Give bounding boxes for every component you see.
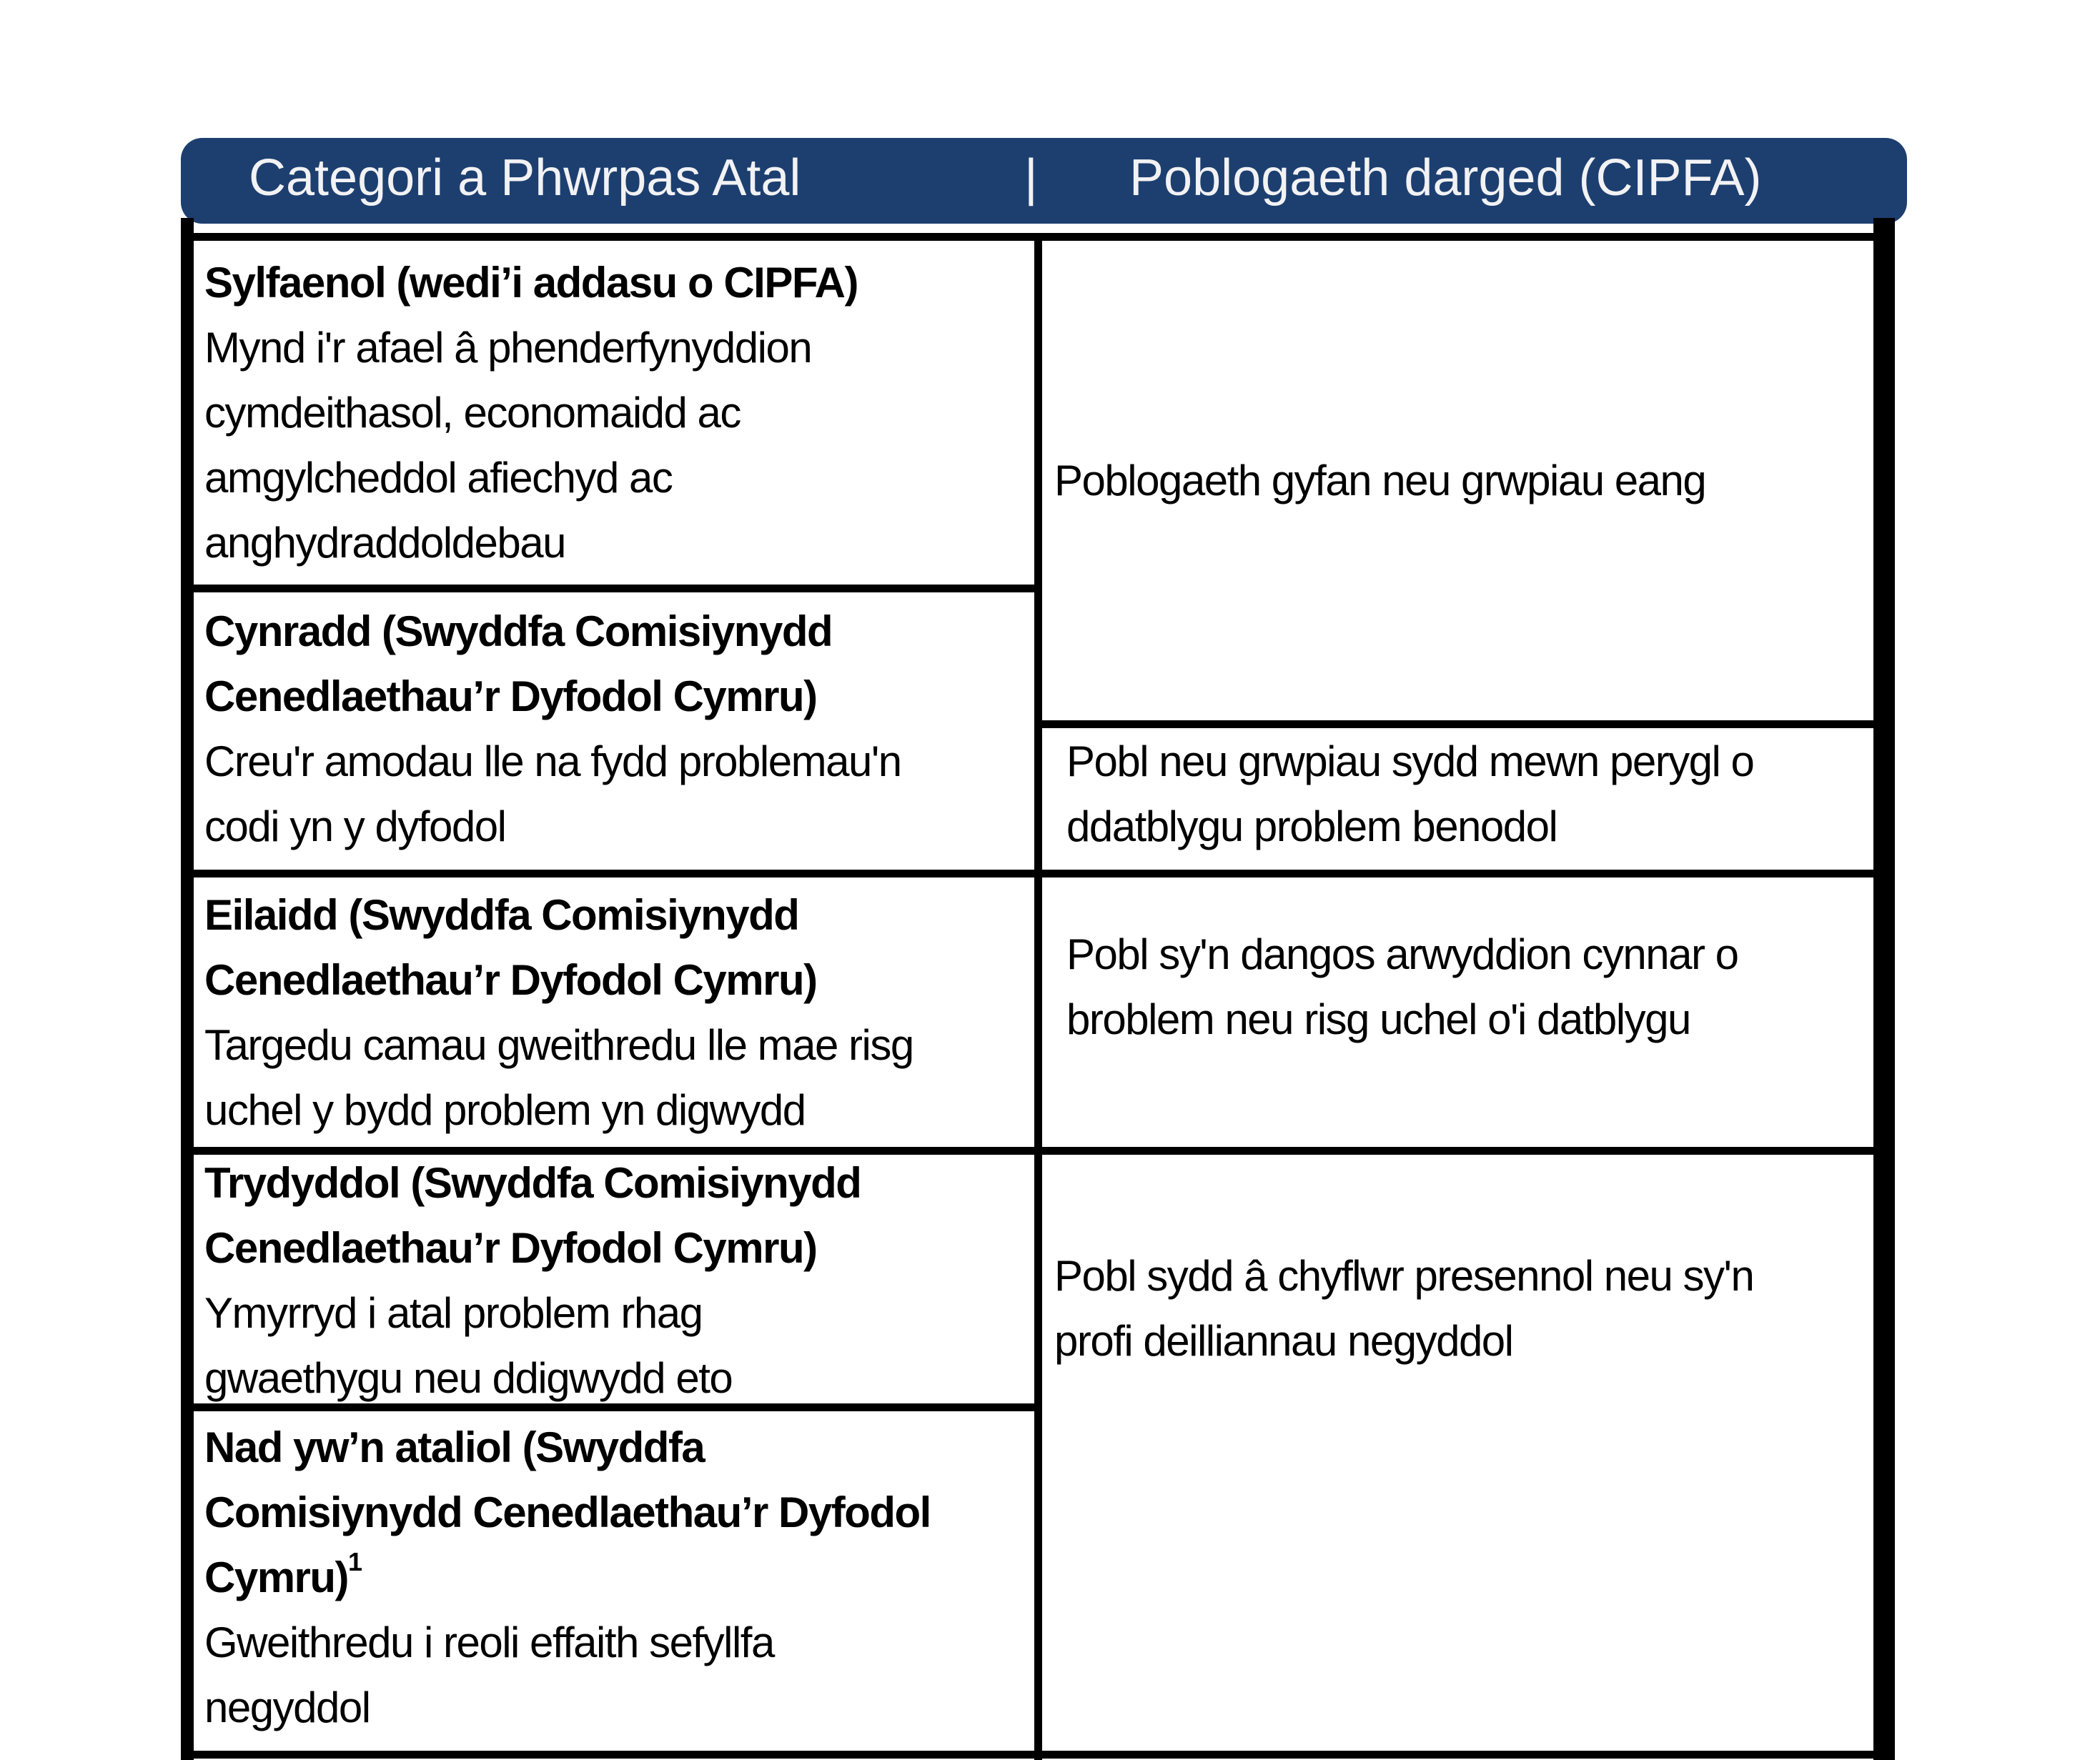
category-title: Comisiynydd Cenedlaethau’r Dyfodol	[204, 1488, 931, 1536]
row-divider-left-1	[194, 585, 1034, 592]
category-title: Sylfaenol (wedi’i addasu o CIPFA)	[204, 259, 858, 307]
target-description: Pobl sydd â chyflwr presennol neu sy'n	[1054, 1252, 1754, 1300]
category-description: uchel y bydd problem yn digwydd	[204, 1086, 806, 1134]
category-title-last-line: Cymru)$^1$	[204, 1547, 362, 1601]
column-divider	[1034, 236, 1042, 1760]
category-description: Gweithredu i reoli effaith sefyllfa	[204, 1619, 774, 1666]
row-divider-right-1	[1042, 720, 1873, 728]
category-title: Cenedlaethau’r Dyfodol Cymru)	[204, 956, 817, 1004]
row-divider-right-4	[1042, 1751, 1873, 1759]
category-cell-foundational	[204, 250, 858, 575]
target-description: profi deilliannau negyddol	[1054, 1317, 1513, 1365]
category-title: Nad yw’n ataliol (Swyddfa	[204, 1423, 705, 1471]
category-cell-non-preventative	[204, 1415, 931, 1740]
category-title: Trydyddol (Swyddfa Comisiynydd	[204, 1159, 861, 1207]
category-description: negyddol	[204, 1684, 370, 1731]
category-description: cymdeithasol, economaidd ac	[204, 389, 741, 437]
footnote-marker[interactable]: 1	[348, 1547, 362, 1576]
outer-border-right	[1873, 218, 1895, 1760]
category-title: Eilaidd (Swyddfa Comisiynydd	[204, 891, 799, 939]
category-description: amgylcheddol afiechyd ac	[204, 454, 673, 502]
target-cell-at-risk	[1066, 729, 1753, 859]
target-description: ddatblygu problem benodol	[1066, 802, 1557, 850]
target-description: Pobl neu grwpiau sydd mewn perygl o	[1066, 737, 1754, 785]
header-separator: |	[1024, 149, 1038, 207]
category-cell-primary	[204, 599, 901, 859]
category-description: Targedu camau gweithredu lle mae risg	[204, 1021, 913, 1069]
row-divider-left-5	[194, 1751, 1034, 1759]
category-description: gwaethygu neu ddigwydd eto	[204, 1354, 733, 1402]
row-divider-right-2	[1042, 870, 1873, 877]
target-cell-existing-condition	[1054, 1243, 1753, 1373]
table-header	[181, 138, 1907, 224]
category-description: codi yn y dyfodol	[204, 802, 506, 850]
header-target-population: Poblogaeth darged (CIPFA)	[1129, 149, 1762, 207]
top-border	[194, 233, 1873, 241]
target-description: broblem neu risg uchel o'i datblygu	[1066, 995, 1690, 1043]
outer-border-left	[181, 218, 194, 1760]
category-description: anghydraddoldebau	[204, 519, 565, 567]
target-cell-whole-population	[1054, 448, 1705, 513]
target-description: Pobl sy'n dangos arwyddion cynnar o	[1066, 930, 1738, 978]
category-description: Creu'r amodau lle na fydd problemau'n	[204, 737, 901, 785]
row-divider-left-2	[194, 870, 1034, 877]
category-cell-tertiary	[204, 1150, 861, 1411]
category-description: Ymyrryd i atal problem rhag	[204, 1289, 703, 1337]
category-title: Cenedlaethau’r Dyfodol Cymru)	[204, 672, 817, 720]
category-title: Cenedlaethau’r Dyfodol Cymru)	[204, 1224, 817, 1272]
target-cell-early-signs	[1066, 922, 1738, 1052]
category-cell-secondary	[204, 883, 913, 1143]
target-description: Poblogaeth gyfan neu grwpiau eang	[1054, 457, 1706, 504]
category-title: Cynradd (Swyddfa Comisiynydd	[204, 607, 833, 655]
header-category-purpose: Categori a Phwrpas Atal	[249, 149, 801, 207]
row-divider-right-3	[1042, 1147, 1873, 1155]
category-description: Mynd i'r afael â phenderfynyddion	[204, 324, 812, 372]
